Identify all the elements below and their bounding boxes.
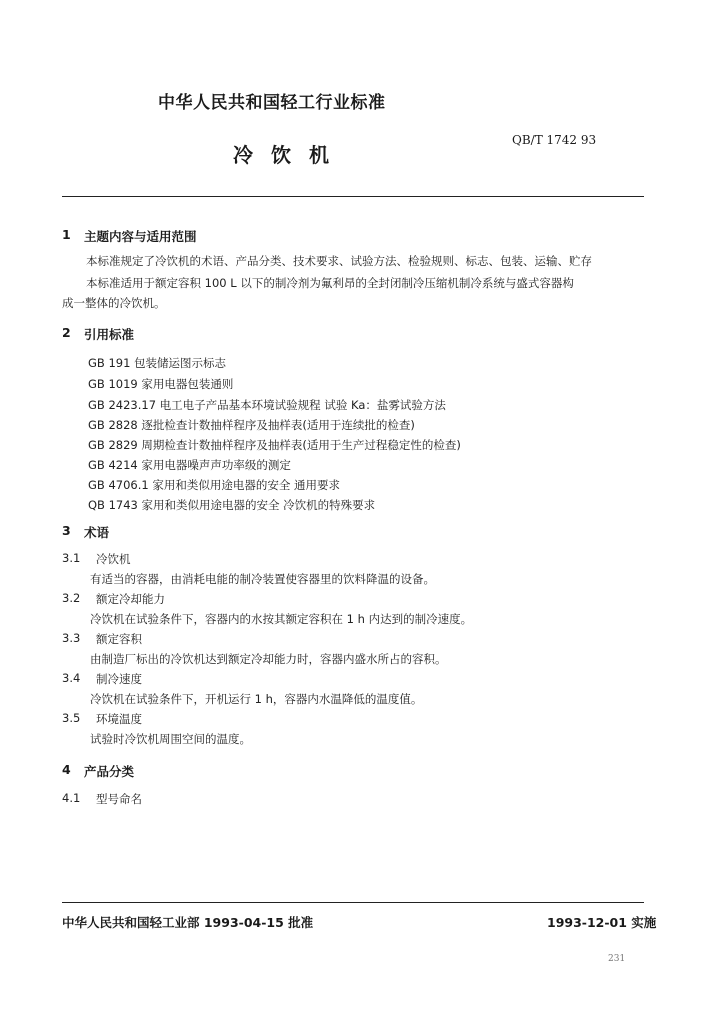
term-name: 额定冷却能力: [96, 592, 165, 606]
effective-date: 1993-12-01 实施: [547, 915, 657, 930]
term-number: 3.1: [62, 551, 81, 565]
term-definition: 试验时冷饮机周围空间的温度。: [90, 732, 251, 746]
section-1-title: 主题内容与适用范围: [84, 229, 197, 244]
reference-item: GB 1019 家用电器包装通则: [88, 377, 234, 391]
subsection-number: 4.1: [62, 791, 81, 805]
term-definition: 由制造厂标出的冷饮机达到额定冷却能力时，容器内盛水所占的容积。: [90, 652, 447, 666]
term-number: 3.3: [62, 631, 81, 645]
reference-item: GB 2829 周期检查计数抽样程序及抽样表(适用于生产过程稳定性的检查): [88, 438, 461, 452]
term-number: 3.5: [62, 711, 81, 725]
section-4-number: 4: [62, 762, 71, 777]
standard-code: QB/T 1742 93: [512, 133, 597, 147]
subsection-title: 型号命名: [96, 792, 142, 806]
section-2-number: 2: [62, 325, 71, 340]
reference-item: GB 2423.17 电工电子产品基本环境试验规程 试验 Ka：盐雾试验方法: [88, 398, 446, 412]
issuing-body-title: 中华人民共和国轻工行业标准: [158, 93, 386, 113]
section-2-title: 引用标准: [84, 327, 135, 342]
term-name: 额定容积: [96, 632, 142, 646]
section-4-title: 产品分类: [84, 764, 135, 779]
reference-item: GB 4214 家用电器噪声声功率级的测定: [88, 458, 291, 472]
term-name: 冷饮机: [96, 552, 131, 566]
approval-statement: 中华人民共和国轻工业部 1993-04-15 批准: [62, 915, 314, 930]
section-3-title: 术语: [84, 525, 110, 540]
header-divider: [62, 196, 644, 197]
term-name: 环境温度: [96, 712, 142, 726]
document-title: 冷饮机: [233, 143, 347, 167]
term-name: 制冷速度: [96, 672, 142, 686]
reference-item: GB 2828 逐批检查计数抽样程序及抽样表(适用于连续批的检查): [88, 418, 415, 432]
section-1-number: 1: [62, 227, 71, 242]
term-definition: 冷饮机在试验条件下，开机运行 1 h，容器内水温降低的温度值。: [90, 692, 423, 706]
section-1-paragraph-2: 本标准适用于额定容积 100 L 以下的制冷剂为氟利昂的全封闭制冷压缩机制冷系统与盛式容器构: [86, 276, 574, 290]
section-3-number: 3: [62, 523, 71, 538]
reference-item: GB 191 包装储运图示标志: [88, 356, 227, 370]
footer-divider: [62, 902, 644, 903]
term-definition: 有适当的容器，由消耗电能的制冷装置使容器里的饮料降温的设备。: [90, 572, 435, 586]
term-number: 3.4: [62, 671, 81, 685]
section-1-paragraph-2-cont: 成一整体的冷饮机。: [62, 296, 166, 310]
term-definition: 冷饮机在试验条件下，容器内的水按其额定容积在 1 h 内达到的制冷速度。: [90, 612, 473, 626]
section-1-paragraph-1: 本标准规定了冷饮机的术语、产品分类、技术要求、试验方法、检验规则、标志、包装、运输、贮存: [86, 254, 592, 268]
term-number: 3.2: [62, 591, 81, 605]
reference-item: QB 1743 家用和类似用途电器的安全 冷饮机的特殊要求: [88, 498, 376, 512]
page-number: 231: [608, 954, 626, 964]
reference-item: GB 4706.1 家用和类似用途电器的安全 通用要求: [88, 478, 341, 492]
